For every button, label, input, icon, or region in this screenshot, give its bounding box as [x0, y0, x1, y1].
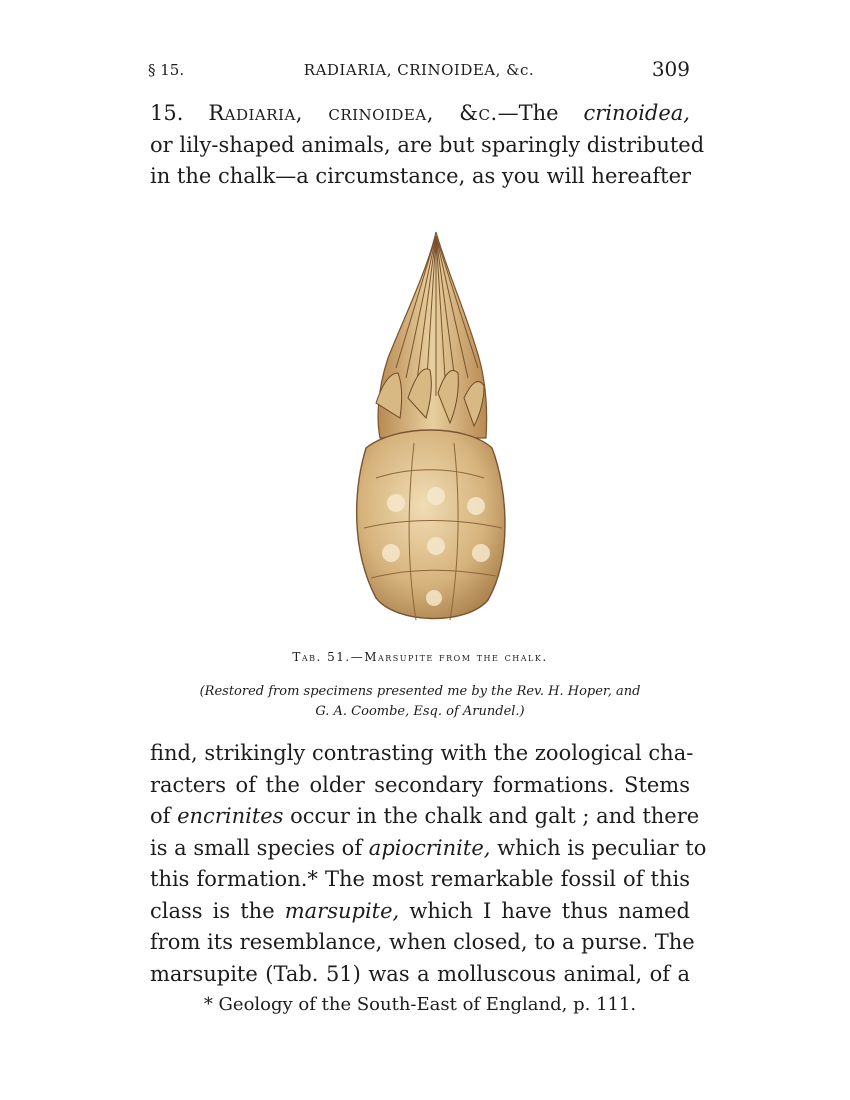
paragraph-main	[150, 738, 707, 990]
footnote: * Geology of the South-East of England, p. 111.	[203, 994, 637, 1015]
text-line	[150, 98, 690, 130]
italic-term: encrinites	[177, 804, 284, 828]
text-line: racters of the older secondary formations. Stems	[150, 772, 690, 797]
text-line: from its resemblance, when closed, to a purse. The	[150, 930, 695, 954]
text-line: find, strikingly contrasting with the zoological cha-	[150, 741, 694, 765]
marsupite-illustration	[336, 228, 522, 630]
text-span: occur in the chalk and galt ; and there	[290, 804, 700, 828]
italic-term: marsupite,	[284, 898, 400, 923]
italic-term: apiocrinite,	[368, 835, 491, 860]
page-number: 309	[651, 57, 690, 81]
running-title: RADIARIA, CRINOIDEA, &c.	[303, 61, 535, 79]
credit-line: (Restored from specimens presented me by the Rev. H. Hoper, and	[199, 684, 641, 699]
text-span: —The	[497, 101, 559, 125]
italic-term: crinoidea,	[583, 101, 690, 125]
section-heading: Radiaria, crinoidea, &c.	[208, 101, 498, 125]
section-mark: § 15.	[148, 61, 185, 79]
figure-credit	[150, 682, 690, 722]
text-span: which is peculiar to	[497, 835, 707, 860]
paragraph-intro	[150, 98, 705, 193]
page-header	[148, 57, 690, 83]
credit-line: G. A. Coombe, Esq. of Arundel.)	[315, 704, 525, 719]
section-number: 15.	[150, 101, 184, 125]
text-span: which I have thus named	[409, 898, 690, 923]
text-line	[150, 833, 707, 865]
text-line	[150, 896, 690, 928]
text-span: of	[150, 804, 171, 828]
text-line: or lily-shaped animals, are but sparingly distributed	[150, 132, 705, 157]
text-line	[150, 801, 700, 833]
text-line: marsupite (Tab. 51) was a molluscous animal, of a	[150, 961, 690, 986]
text-line: in the chalk—a circumstance, as you will hereafter	[150, 164, 692, 188]
text-line: this formation.* The most remarkable fossil of this	[150, 867, 690, 891]
text-span: class is the	[150, 898, 275, 923]
text-span: is a small species of	[150, 835, 363, 860]
figure-caption: Tab. 51.—Marsupite from the chalk.	[292, 650, 548, 664]
